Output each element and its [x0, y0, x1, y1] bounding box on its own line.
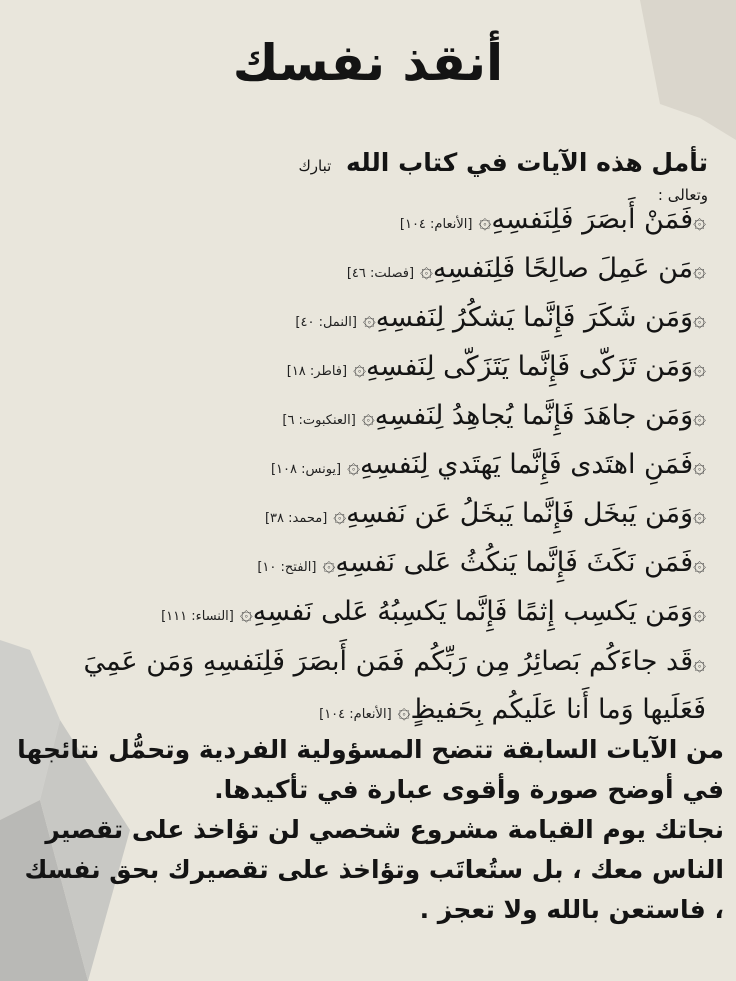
ornament-close-icon: ۞	[361, 405, 375, 430]
verse-text: وَمَن يَبخَل فَإِنَّما يَبخَلُ عَن نَفسِهِ	[346, 498, 694, 529]
ornament-open-icon: ۞	[693, 209, 706, 234]
ornament-open-icon: ۞	[693, 601, 706, 626]
verse-item	[16, 198, 706, 247]
verse-item	[16, 345, 706, 394]
verse-text: مَن عَمِلَ صالِحًا فَلِنَفسِهِ	[432, 253, 694, 284]
ornament-open-icon: ۞	[693, 356, 706, 381]
ornament-close-icon: ۞	[353, 356, 366, 381]
verse-item	[16, 492, 706, 541]
ornament-close-icon: ۞	[347, 454, 361, 479]
verse-text: قَد جاءَكُم بَصائِرُ مِن رَبِّكُم فَمَن أَبصَرَ فَلِنَفسِهِ وَمَن عَمِيَ فَعَلَيها وَما أَنا عَلَيكُم بِحَفيظٍ	[83, 646, 706, 725]
ornament-close-icon: ۞	[333, 503, 347, 528]
ornament-close-icon: ۞	[362, 307, 376, 332]
ornament-open-icon: ۞	[693, 258, 706, 283]
page-title: أنقذ نفسك	[232, 34, 504, 92]
verse-list	[16, 198, 706, 738]
verse-text: وَمَن تَزَكّى فَإِنَّما يَتَزَكّى لِنَفسِهِ	[365, 351, 694, 382]
verse-text: وَمَن شَكَرَ فَإِنَّما يَشكُرُ لِنَفسِهِ	[375, 302, 694, 333]
verse-item	[16, 639, 706, 738]
ornament-open-icon: ۞	[693, 651, 706, 676]
ornament-open-icon: ۞	[693, 552, 706, 577]
ornament-close-icon: ۞	[420, 258, 433, 283]
verse-reference: [فاطر: ١٨]	[286, 364, 348, 379]
verse-reference: [النمل: ٤٠]	[295, 315, 357, 330]
verse-item	[16, 541, 706, 590]
ornament-close-icon: ۞	[478, 209, 492, 234]
verse-reference: [النساء: ١١١]	[161, 609, 234, 624]
ornament-open-icon: ۞	[693, 454, 706, 479]
conclusion-paragraph-2: نجاتك يوم القيامة مشروع شخصي لن تؤاخذ على تقصير الناس معك ، بل ستُعاتَب وتؤاخذ على تقصيرك بحق نفسك ، فاستعن بالله ولا تعجز .	[24, 815, 724, 924]
verse-text: فَمَنْ أَبصَرَ فَلِنَفسِهِ	[491, 204, 694, 235]
ornament-close-icon: ۞	[397, 699, 411, 724]
conclusion-paragraph-1: من الآيات السابقة تتضح المسؤولية الفردية وتحمُّل نتائجها في أوضح صورة وأقوى عبارة في تأكيدها.	[17, 735, 724, 804]
verse-item	[16, 247, 706, 296]
verse-text: وَمَن جاهَدَ فَإِنَّما يُجاهِدُ لِنَفسِهِ	[374, 400, 694, 431]
verse-reference: [محمد: ٣٨]	[264, 511, 328, 526]
ornament-open-icon: ۞	[693, 405, 706, 430]
verse-item	[16, 296, 706, 345]
ornament-close-icon: ۞	[239, 601, 253, 626]
verse-reference: [العنكبوت: ٦]	[282, 413, 356, 428]
verse-reference: [الفتح: ١٠]	[257, 560, 317, 575]
verse-item	[16, 590, 706, 639]
verse-text: فَمَن نَكَثَ فَإِنَّما يَنكُثُ عَلى نَفسِهِ	[335, 547, 694, 578]
verse-item	[16, 443, 706, 492]
intro-text: تأمل هذه الآيات في كتاب الله	[346, 148, 708, 177]
verse-reference: [فصلت: ٤٦]	[346, 266, 415, 281]
conclusion-block	[10, 730, 724, 930]
ornament-open-icon: ۞	[693, 503, 706, 528]
verse-text: فَمَنِ اهتَدى فَإِنَّما يَهتَدي لِنَفسِهِ	[360, 449, 694, 480]
verse-reference: [يونس: ١٠٨]	[270, 462, 342, 477]
ornament-close-icon: ۞	[322, 552, 336, 577]
verse-reference: [الأنعام: ١٠٤]	[399, 217, 473, 232]
verse-reference: [الأنعام: ١٠٤]	[319, 707, 392, 722]
verse-text: وَمَن يَكسِب إِثمًا فَإِنَّما يَكسِبُهُ عَلى نَفسِهِ	[252, 596, 694, 627]
ornament-open-icon: ۞	[693, 307, 706, 332]
verse-item	[16, 394, 706, 443]
honorific-text: تبارك وتعالى :	[298, 157, 708, 204]
